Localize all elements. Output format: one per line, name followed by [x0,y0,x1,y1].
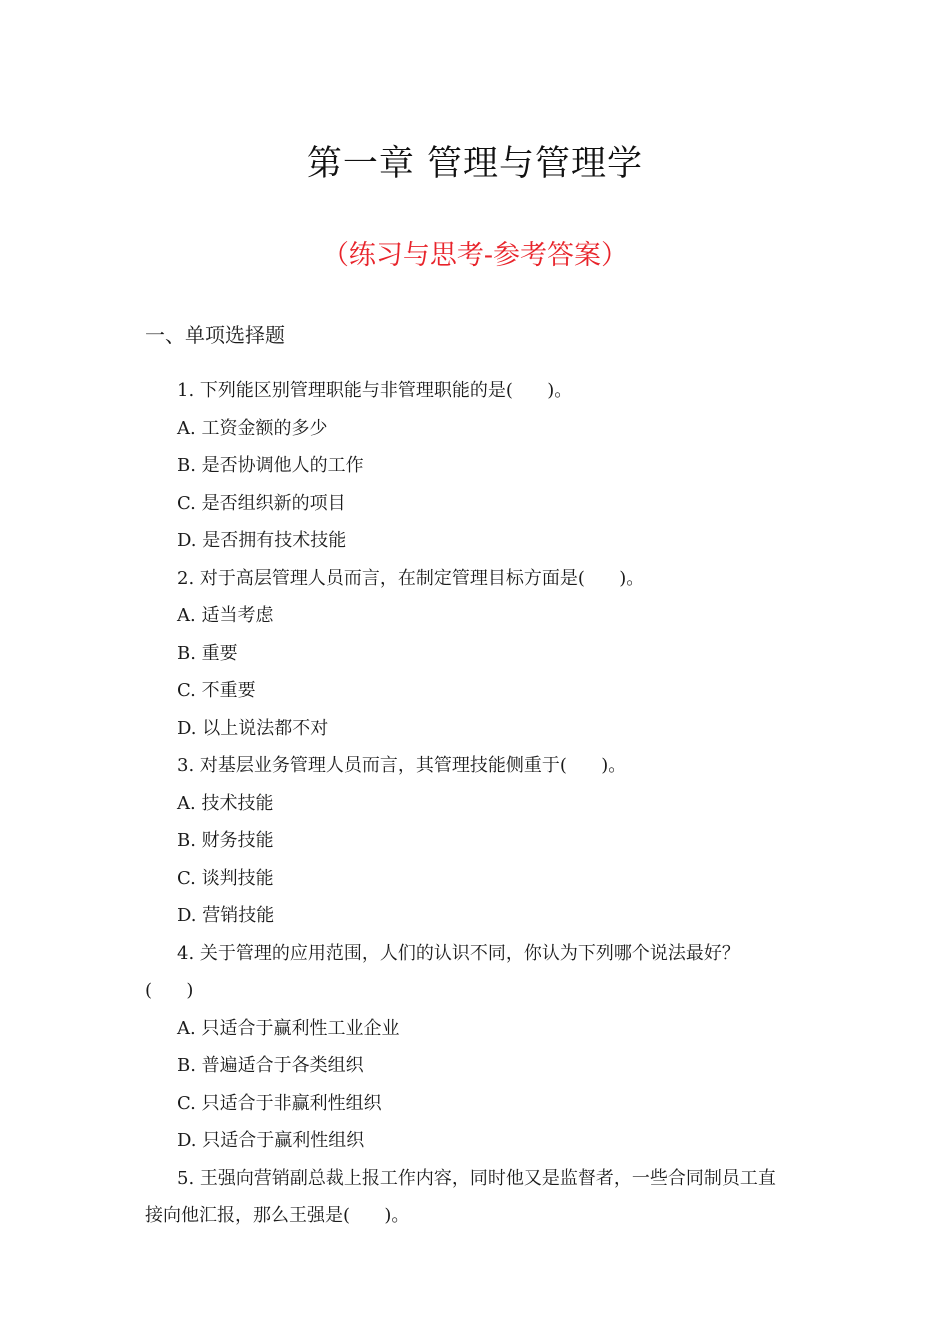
question-option: C. 只适合于非赢利性组织 [177,1092,382,1114]
question-stem: 5. 王强向营销副总裁上报工作内容，同时他又是监督者，一些合同制员工直 [177,1167,776,1189]
question-stem-continuation: ( ) [145,980,194,1001]
question-item [145,935,813,1160]
question-option: A. 适当考虑 [177,605,274,626]
page-title: 第一章 管理与管理学 [306,144,644,184]
question-option: B. 普遍适合于各类组织 [177,1055,364,1076]
question-option: D. 以上说法都不对 [177,717,329,739]
question-option: A. 技术技能 [177,792,274,814]
question-option: A. 工资金额的多少 [177,417,328,439]
question-option: C. 不重要 [177,680,256,701]
question-option: D. 只适合于赢利性组织 [177,1130,365,1151]
question-item [145,372,813,560]
question-option: B. 重要 [177,642,238,664]
question-option: A. 只适合于赢利性工业企业 [177,1017,400,1039]
question-item [145,1160,813,1235]
question-stem-continuation: 接向他汇报，那么王强是( )。 [145,1205,410,1226]
question-option: C. 谈判技能 [177,867,274,889]
question-option: B. 财务技能 [177,830,274,851]
question-stem: 1. 下列能区别管理职能与非管理职能的是( )。 [177,380,573,401]
question-option: C. 是否组织新的项目 [177,492,346,514]
question-option: D. 营销技能 [177,905,275,926]
question-option: B. 是否协调他人的工作 [177,455,364,476]
question-option: D. 是否拥有技术技能 [177,530,347,551]
question-item [145,560,813,748]
question-stem: 2. 对于高层管理人员而言，在制定管理目标方面是( )。 [177,567,645,589]
question-stem: 4. 关于管理的应用范围，人们的认识不同，你认为下列哪个说法最好？ [177,942,740,964]
section-heading: 一、单项选择题 [145,323,285,347]
question-list [145,372,813,1235]
question-stem: 3. 对基层业务管理人员而言，其管理技能侧重于( )。 [177,755,627,776]
question-item [145,747,813,935]
page-subtitle: （练习与思考-参考答案） [321,240,629,271]
